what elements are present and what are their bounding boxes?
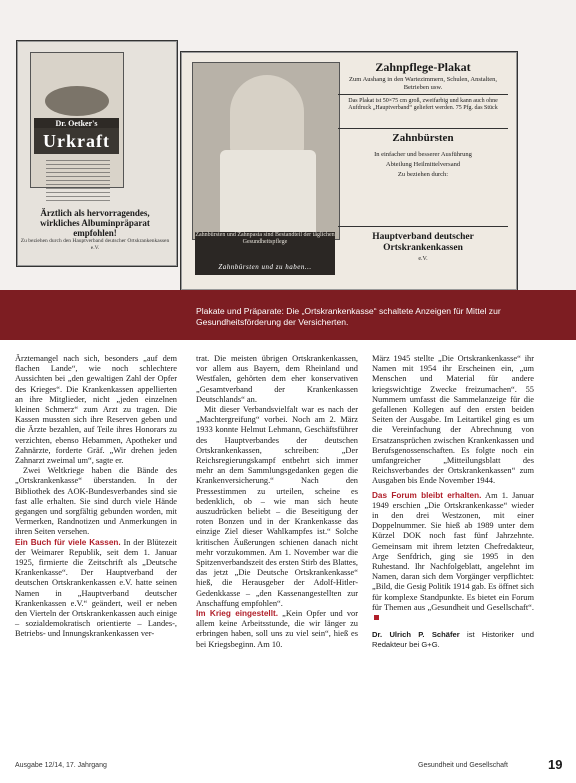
paragraph: Mit dieser Verbandsvielfalt war es nach der „Machtergreifung“ vorbei. Noch am 2. März 1933 konnte Helmut Lehmann, Geschäftsführer des Hauptverbandes der deutschen Ortskrankenkassen, schreiben: „Der Reichsregierungskampf entbehrt sich immer mehr an dem Sammlungsgedanken gegen die Krankenversicherung.“ Nach den Pressestimmen zu urteilen, scheine es bedenklich, ob – wie man sich heute auszudrücken beliebt – die Beseitigung der roten Bonzen und in der Krankenkasse das einzige Ziel dieser Wahlkampfes ist.“ Solche kritischen Äußerungen schienen danach nicht mehr vorzukommen. Am 1. November war die Spitzenverbandszeit des ersten Stirb des Blattes, das jetzt „Die Deutsche Ortskrankenkasse“ hieß, die Herausgeber der Adolf-Hitler-Gedenkkasse – „den Kassenangestellten zur Anschaffung empfohlen“. [196, 405, 358, 608]
can-product-name: Urkraft [34, 128, 119, 154]
footer-issue: Ausgabe 12/14, 17. Jahrgang [15, 762, 107, 769]
image-caption: Plakate und Präparate: Die „Ortskrankenkasse“ schaltete Anzeigen für Mittel zur Gesundheitsförderung der Versicherten. [196, 306, 501, 327]
divider [338, 128, 508, 129]
poster-left-headline: Ärztlich als hervorragendes, wirkliches Albuminpräparat empfohlen! [40, 208, 150, 238]
can-fine-lines [46, 160, 110, 204]
poster-right-org: Hauptverband deutscher Ortskrankenkassen [372, 232, 474, 253]
poster-right-price: Das Plakat ist 50×75 cm groß, zweifarbig und kann auch ohne Aufdruck „Hauptverband“ geliefert werden. 75 Pfg. das Stück [348, 98, 498, 111]
divider [338, 226, 508, 227]
section-item: In einfacher und besserer Ausführung [374, 151, 472, 158]
poster-right-title: Zahnpflege-Plakat [375, 60, 471, 74]
paragraph [196, 609, 358, 650]
subheading: Im Krieg eingestellt. [196, 609, 278, 619]
subheading: Ein Buch für viele Kassen. [15, 537, 121, 547]
photo-caption: Zahnbürsten und Zahnpasta sind Bestandteil der täglichen Gesundheitspflege [195, 232, 335, 275]
footer-magazine: Gesundheit und Gesellschaft [418, 762, 508, 769]
poster-right-address: e.V. [418, 256, 428, 262]
poster-right-section-list [338, 150, 508, 180]
article-column-3 [372, 354, 534, 649]
section-item: Abteilung Heilmittelversand [385, 161, 461, 168]
section-item: Zu beziehen durch: [397, 171, 449, 178]
poster-left-fine-print: Zu beziehen durch den Hauptverband deutscher Ortskrankenkassen e.V. [20, 238, 170, 251]
can-brand: Dr. Oetker's [34, 118, 119, 129]
end-mark-icon [374, 615, 379, 620]
paragraph [15, 538, 177, 640]
paragraph: Zwei Weltkriege haben die Bände des „Ortskrankenkasse“ überstanden. In der Bibliothek des AOK-Bundesverbandes sind sie fast alle erhalten. Sie sind durch viele Hände gegangen und sorgfältig gebunden worden, mit Vermerken, Randnotizen und Anmerkungen in ihren Seiten versehen. [15, 466, 177, 537]
child-dress-shape [220, 150, 316, 238]
paragraph: Ärztemangel nach sich, besonders „auf dem flachen Lande“, wie noch schlechtere Aussichten bei „den gewaltigen Zahl der Opfer des Krieges“. Die Krankenkassen appellierten an ihre Mitglieder, nicht „jeden einzelnen kleinen Schmerz“ zum Arzt zu tragen. Die Kassen mussten sich ihre Reserven geben und die Ärzte bezahlen, auf Teile ihres Honorars zu verzichten, ebenso Hebammen, Apotheker und Zahnärzte, forderte Gräf. „Wir drehen jeden Zahnarzt zweimal um“, sagte er. [15, 354, 177, 466]
author-role: ist Historiker und Redakteur bei G+G. [372, 630, 534, 649]
paragraph-text: Am 1. Januar 1949 erschien „Die Ortskrankenkasse“ wieder in den drei Westzonen, mit einer Doppelnummer. Sie hieß ab 1989 unter dem Kürzel DOK noch fast fünf Jahrzehnte. Gemeinsam mit ihrem letzten Chefredakteur, Arge Senfdrich, ging sie 1995 in den Ruhestand. Ihr Nachfolgeblatt, angelehnt im Namen, daran sich dem Vorgänger verpflichtet: „Bild, die Gesig Politik 1914 gab. Es öffnet sich für komplexe Standpunkte. Es bietet ein Forum für Themen aus „Gesundheit und Gesellschaft“. [372, 490, 534, 612]
can-logo [45, 86, 109, 116]
paragraph [372, 491, 534, 624]
divider [338, 94, 508, 95]
article-column-2 [196, 354, 358, 650]
paragraph: trat. Die meisten übrigen Ortskrankenkassen, vor allem aus Bayern, dem Rheinland und Westfalen, gehörten dem eher konservativen „Gesamtverband der Krankenkassen Deutschlands“ an. [196, 354, 358, 404]
photo-footer: Zahnbürsten und zu haben... [218, 263, 312, 271]
article-column-1 [15, 354, 177, 640]
subheading: Das Forum bleibt erhalten. [372, 490, 482, 500]
paragraph-text: „Kein Opfer und vor allem keine Arbeitsstunde, die wir länger zu erbringen haben, soll uns zu viel sein“, hieß es bei Kriegsbeginn. Am 10. [196, 609, 358, 649]
paragraph: März 1945 stellte „Die Ortskrankenkasse“ ihr Namen mit 1954 ihr Erscheinen ein, „um Menschen und Material für andere kriegswichtige Zwecke freizumachen“. 55 Nummern umfasst die Sammelanzeige für die gefallenen Kollegen auf den ersten beiden Seiten der Ausgabe. Im Leitartikel ging es um die Vereinfachung der Abrechnung von Ersatzansprüchen zwischen Krankenkassen und Berufsgenossenschaften. Es folgte noch ein umfangreicher „Mitteilungsblatt des Reichsverbandes der Ortskrankenkassen“ zum Ausgaben bis Ende November 1944. [372, 354, 534, 486]
paragraph-text: In der Blütezeit der Weimarer Republik, seit dem 1. Januar 1925, firmierte die Zeitschrift als „Deutsche Krankenkasse“. Der Hauptverband der deutschen Ortskrankenkassen e.V. hatte seinen Namen in „Hauptverband deutscher Krankenkassen e.V.“ geändert, weil er neben den Vierteln der Ortskrankenkassen auch einige – sozialdemokratisch orientierte – Landes-, Betriebs- und Innungskrankenkassen ver- [15, 537, 177, 639]
page-number: 19 [548, 757, 563, 772]
author-name: Dr. Ulrich P. Schäfer [372, 630, 460, 640]
poster-right-section-title: Zahnbürsten [392, 132, 454, 144]
child-head-shape [230, 75, 304, 157]
poster-right-subtitle: Zum Aushang in den Wartezimmern, Schulen, Anstalten, Betrieben usw. [349, 76, 497, 91]
author-note [372, 630, 534, 649]
